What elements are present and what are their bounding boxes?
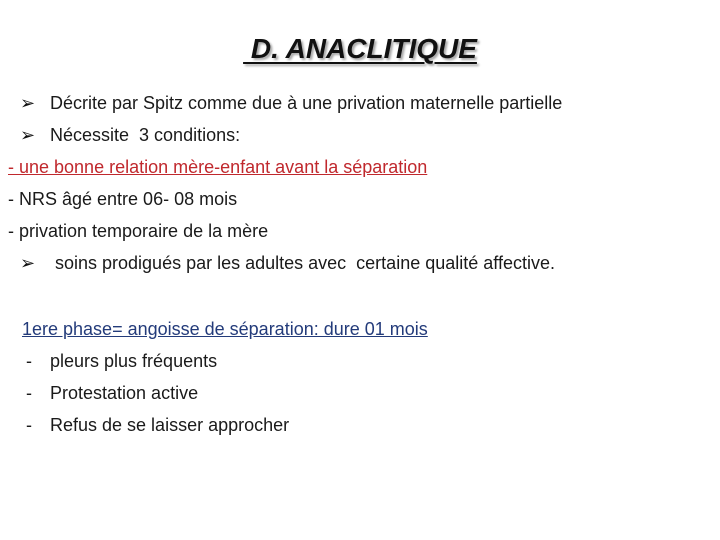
bullet-line-1 xyxy=(20,92,562,114)
bullet-text-2: Nécessite 3 conditions: xyxy=(50,125,241,145)
dash-marker: - xyxy=(26,415,32,435)
phase-item-2 xyxy=(26,382,198,404)
condition-1: - NRS âgé entre 06- 08 mois xyxy=(8,189,238,209)
bullet-line-3 xyxy=(20,252,555,274)
bullet-text-3: soins prodigués par les adultes avec certaine qualité affective. xyxy=(50,253,555,273)
phase-item-text-2: Protestation active xyxy=(50,383,199,403)
phase-item-1 xyxy=(26,350,217,372)
phase-item-text-1: pleurs plus fréquents xyxy=(50,351,218,371)
arrow-bullet-icon: ➢ xyxy=(20,253,36,273)
slide-title: D. ANACLITIQUE xyxy=(243,33,477,64)
phase-item-text-3: Refus de se laisser approcher xyxy=(50,415,290,435)
bullet-text-1: Décrite par Spitz comme due à une privation maternelle partielle xyxy=(50,93,563,113)
phase-heading: 1ere phase= angoisse de séparation: dure 01 mois xyxy=(22,319,428,339)
dash-marker: - xyxy=(26,383,32,403)
arrow-bullet-icon: ➢ xyxy=(20,93,36,113)
condition-heading: - une bonne relation mère-enfant avant la séparation xyxy=(8,157,428,177)
phase-item-3 xyxy=(26,414,289,436)
condition-2: - privation temporaire de la mère xyxy=(8,221,269,241)
arrow-bullet-icon: ➢ xyxy=(20,125,36,145)
bullet-line-2 xyxy=(20,124,240,146)
dash-marker: - xyxy=(26,351,32,371)
